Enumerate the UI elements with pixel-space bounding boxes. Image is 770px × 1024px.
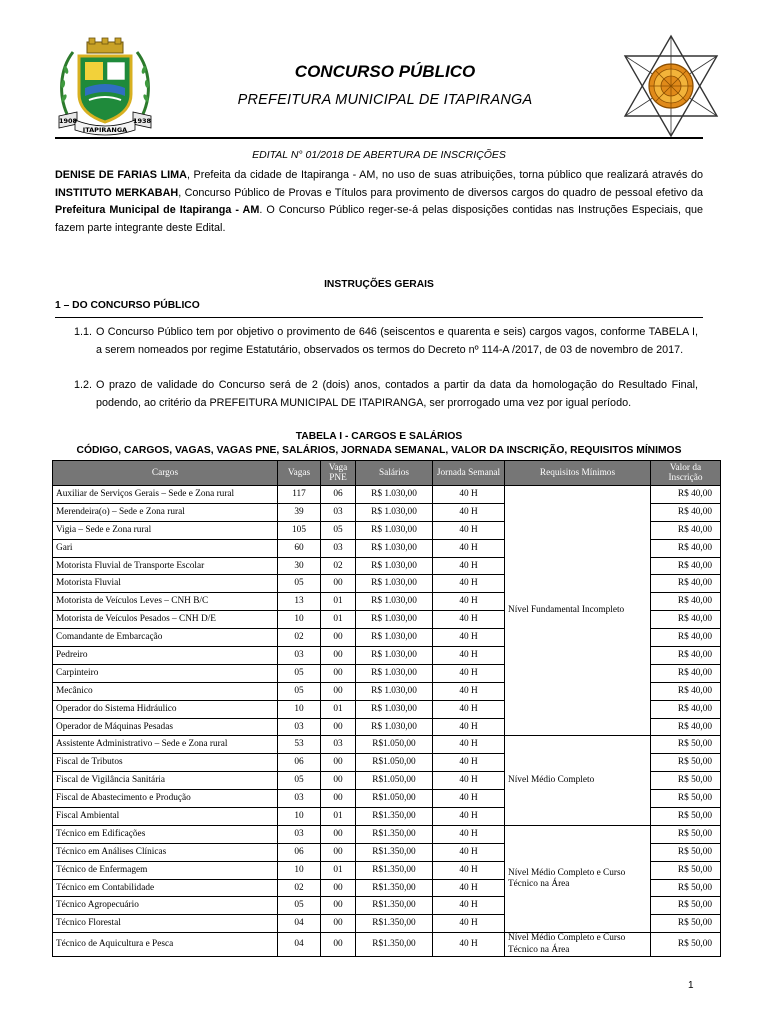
cell-vaga-pne: 00 bbox=[321, 718, 356, 736]
cell-cargo: Técnico em Análises Clínicas bbox=[53, 843, 278, 861]
col-header-jornada: Jornada Semanal bbox=[433, 461, 505, 486]
cell-valor: R$ 40,00 bbox=[651, 486, 721, 504]
cell-cargo: Motorista Fluvial bbox=[53, 575, 278, 593]
cell-vagas: 04 bbox=[278, 933, 321, 957]
intro-paragraph bbox=[55, 167, 703, 237]
cell-vaga-pne: 00 bbox=[321, 682, 356, 700]
cell-cargo: Pedreiro bbox=[53, 647, 278, 665]
cell-jornada: 40 H bbox=[433, 557, 505, 575]
cell-vaga-pne: 06 bbox=[321, 486, 356, 504]
cell-vagas: 02 bbox=[278, 629, 321, 647]
cell-valor: R$ 50,00 bbox=[651, 915, 721, 933]
cell-vaga-pne: 01 bbox=[321, 861, 356, 879]
cell-requisitos: Nível Médio Completo e Curso Técnico na Área bbox=[505, 825, 651, 932]
prefeita-name: DENISE DE FARIAS LIMA bbox=[55, 169, 187, 181]
cell-salario: R$1.050,00 bbox=[356, 772, 433, 790]
svg-text:1938: 1938 bbox=[132, 117, 152, 125]
cell-salario: R$1.350,00 bbox=[356, 861, 433, 879]
cell-cargo: Técnico Florestal bbox=[53, 915, 278, 933]
cell-vaga-pne: 02 bbox=[321, 557, 356, 575]
cell-jornada: 40 H bbox=[433, 754, 505, 772]
cell-vaga-pne: 00 bbox=[321, 825, 356, 843]
item-text: O Concurso Público tem por objetivo o provimento de 646 (seiscentos e quarenta e seis) cargos vagos, conforme TABELA I, a serem nomeados por regime Estatutário, observados os termos do Decreto nº 114-A /2017, de 03 de novembro de 2017. bbox=[96, 326, 698, 356]
cell-vagas: 13 bbox=[278, 593, 321, 611]
cell-valor: R$ 40,00 bbox=[651, 557, 721, 575]
edital-line: EDITAL N° 01/2018 DE ABERTURA DE INSCRIÇÕES bbox=[252, 149, 506, 161]
item-1-2 bbox=[74, 377, 698, 412]
cell-valor: R$ 40,00 bbox=[651, 539, 721, 557]
institute-name: INSTITUTO MERKABAH bbox=[55, 186, 179, 199]
cell-jornada: 40 H bbox=[433, 897, 505, 915]
cell-cargo: Técnico de Aquicultura e Pesca bbox=[53, 933, 278, 957]
cell-jornada: 40 H bbox=[433, 879, 505, 897]
cell-salario: R$1.050,00 bbox=[356, 754, 433, 772]
cell-requisitos: Nível Fundamental Incompleto bbox=[505, 486, 651, 736]
cell-valor: R$ 50,00 bbox=[651, 879, 721, 897]
cell-vagas: 02 bbox=[278, 879, 321, 897]
section-divider bbox=[55, 317, 703, 318]
cell-salario: R$ 1.030,00 bbox=[356, 593, 433, 611]
cell-vaga-pne: 03 bbox=[321, 736, 356, 754]
header-divider bbox=[55, 137, 703, 139]
col-header-vagas: Vagas bbox=[278, 461, 321, 486]
cell-valor: R$ 40,00 bbox=[651, 503, 721, 521]
cell-valor: R$ 50,00 bbox=[651, 808, 721, 826]
cell-jornada: 40 H bbox=[433, 593, 505, 611]
cell-salario: R$1.350,00 bbox=[356, 933, 433, 957]
cell-valor: R$ 50,00 bbox=[651, 736, 721, 754]
cell-jornada: 40 H bbox=[433, 539, 505, 557]
cell-vaga-pne: 05 bbox=[321, 521, 356, 539]
cell-vagas: 03 bbox=[278, 825, 321, 843]
col-header-valor: Valor da Inscrição bbox=[651, 461, 721, 486]
cell-cargo: Merendeira(o) – Sede e Zona rural bbox=[53, 503, 278, 521]
cell-cargo: Técnico em Contabilidade bbox=[53, 879, 278, 897]
cell-valor: R$ 50,00 bbox=[651, 861, 721, 879]
table-row bbox=[53, 825, 721, 843]
cell-cargo: Técnico em Edificações bbox=[53, 825, 278, 843]
cell-salario: R$ 1.030,00 bbox=[356, 611, 433, 629]
cell-salario: R$1.350,00 bbox=[356, 879, 433, 897]
cell-vaga-pne: 01 bbox=[321, 611, 356, 629]
cell-cargo: Operador de Máquinas Pesadas bbox=[53, 718, 278, 736]
cell-vagas: 117 bbox=[278, 486, 321, 504]
cell-vaga-pne: 00 bbox=[321, 790, 356, 808]
cell-vaga-pne: 00 bbox=[321, 915, 356, 933]
cell-requisitos: Nível Médio Completo bbox=[505, 736, 651, 825]
instructions-heading: INSTRUÇÕES GERAIS bbox=[324, 279, 434, 290]
cell-valor: R$ 50,00 bbox=[651, 754, 721, 772]
cell-jornada: 40 H bbox=[433, 790, 505, 808]
cell-cargo: Assistente Administrativo – Sede e Zona rural bbox=[53, 736, 278, 754]
cell-vaga-pne: 00 bbox=[321, 879, 356, 897]
cell-vaga-pne: 01 bbox=[321, 700, 356, 718]
cell-jornada: 40 H bbox=[433, 611, 505, 629]
cargos-table bbox=[52, 460, 721, 957]
cell-valor: R$ 40,00 bbox=[651, 664, 721, 682]
cell-cargo: Fiscal de Vigilância Sanitária bbox=[53, 772, 278, 790]
section-1-heading: 1 – DO CONCURSO PÚBLICO bbox=[55, 300, 200, 311]
cell-jornada: 40 H bbox=[433, 486, 505, 504]
cell-cargo: Comandante de Embarcação bbox=[53, 629, 278, 647]
cell-jornada: 40 H bbox=[433, 503, 505, 521]
cell-vagas: 10 bbox=[278, 808, 321, 826]
cell-jornada: 40 H bbox=[433, 647, 505, 665]
table-row bbox=[53, 736, 721, 754]
cell-salario: R$ 1.030,00 bbox=[356, 503, 433, 521]
cell-vaga-pne: 00 bbox=[321, 575, 356, 593]
cell-salario: R$1.350,00 bbox=[356, 843, 433, 861]
cell-jornada: 40 H bbox=[433, 772, 505, 790]
page-number: 1 bbox=[688, 980, 694, 991]
table-title: TABELA I - CARGOS E SALÁRIOS bbox=[295, 431, 463, 442]
cell-salario: R$ 1.030,00 bbox=[356, 682, 433, 700]
cell-cargo: Auxiliar de Serviços Gerais – Sede e Zona rural bbox=[53, 486, 278, 504]
cell-vaga-pne: 00 bbox=[321, 843, 356, 861]
cell-jornada: 40 H bbox=[433, 915, 505, 933]
cell-vaga-pne: 00 bbox=[321, 933, 356, 957]
cell-salario: R$1.050,00 bbox=[356, 790, 433, 808]
cell-vagas: 06 bbox=[278, 843, 321, 861]
cell-jornada: 40 H bbox=[433, 521, 505, 539]
cell-valor: R$ 50,00 bbox=[651, 843, 721, 861]
table-row bbox=[53, 933, 721, 957]
cell-cargo: Técnico de Enfermagem bbox=[53, 861, 278, 879]
cell-valor: R$ 40,00 bbox=[651, 521, 721, 539]
cell-vagas: 03 bbox=[278, 718, 321, 736]
page-header bbox=[55, 30, 715, 142]
item-1-1 bbox=[74, 324, 698, 359]
cell-salario: R$ 1.030,00 bbox=[356, 700, 433, 718]
cell-vagas: 10 bbox=[278, 611, 321, 629]
intro-text-1: , Prefeita da cidade de Itapiranga - AM, no uso de suas atribuições, torna público que realizará através do bbox=[186, 169, 703, 181]
cell-vagas: 05 bbox=[278, 575, 321, 593]
table-body bbox=[53, 486, 721, 957]
cell-cargo: Técnico Agropecuário bbox=[53, 897, 278, 915]
cell-vagas: 60 bbox=[278, 539, 321, 557]
col-header-vaga-pne: Vaga PNE bbox=[321, 461, 356, 486]
cell-cargo: Motorista de Veículos Pesados – CNH D/E bbox=[53, 611, 278, 629]
cell-vagas: 53 bbox=[278, 736, 321, 754]
item-text: O prazo de validade do Concurso será de 2 (dois) anos, contados a partir da data da homologação do Resultado Final, podendo, ao critério da PREFEITURA MUNICIPAL DE ITAPIRANGA, ser prorrogado uma vez por igual período. bbox=[96, 379, 698, 409]
cell-jornada: 40 H bbox=[433, 933, 505, 957]
svg-text:ITAPIRANGA: ITAPIRANGA bbox=[82, 126, 128, 134]
cell-vaga-pne: 00 bbox=[321, 897, 356, 915]
cell-cargo: Motorista Fluvial de Transporte Escolar bbox=[53, 557, 278, 575]
cell-valor: R$ 50,00 bbox=[651, 933, 721, 957]
table-header-row bbox=[53, 461, 721, 486]
col-header-cargos: Cargos bbox=[53, 461, 278, 486]
cell-jornada: 40 H bbox=[433, 861, 505, 879]
cell-vagas: 105 bbox=[278, 521, 321, 539]
cell-vaga-pne: 01 bbox=[321, 808, 356, 826]
cell-valor: R$ 50,00 bbox=[651, 790, 721, 808]
page-title: CONCURSO PÚBLICO bbox=[294, 62, 476, 81]
cell-salario: R$ 1.030,00 bbox=[356, 575, 433, 593]
cell-valor: R$ 40,00 bbox=[651, 629, 721, 647]
table-subtitle: CÓDIGO, CARGOS, VAGAS, VAGAS PNE, SALÁRIOS, JORNADA SEMANAL, VALOR DA INSCRIÇÃO, REQUISITOS MÍNIMOS bbox=[76, 445, 682, 456]
cell-cargo: Motorista de Veículos Leves – CNH B/C bbox=[53, 593, 278, 611]
cell-salario: R$ 1.030,00 bbox=[356, 486, 433, 504]
municipal-crest-logo bbox=[55, 36, 155, 136]
prefeitura-name: Prefeitura Municipal de Itapiranga - AM bbox=[55, 204, 260, 217]
cell-salario: R$ 1.030,00 bbox=[356, 557, 433, 575]
cell-jornada: 40 H bbox=[433, 736, 505, 754]
cell-jornada: 40 H bbox=[433, 629, 505, 647]
svg-text:1908: 1908 bbox=[58, 117, 78, 125]
col-header-salarios: Salários bbox=[356, 461, 433, 486]
cell-vagas: 04 bbox=[278, 915, 321, 933]
cell-cargo: Fiscal Ambiental bbox=[53, 808, 278, 826]
cell-vagas: 05 bbox=[278, 682, 321, 700]
cell-salario: R$ 1.030,00 bbox=[356, 664, 433, 682]
cell-vagas: 05 bbox=[278, 897, 321, 915]
cell-jornada: 40 H bbox=[433, 808, 505, 826]
cell-salario: R$1.350,00 bbox=[356, 808, 433, 826]
cell-vaga-pne: 00 bbox=[321, 772, 356, 790]
cell-vaga-pne: 01 bbox=[321, 593, 356, 611]
cell-salario: R$1.350,00 bbox=[356, 915, 433, 933]
cell-vaga-pne: 03 bbox=[321, 503, 356, 521]
cell-valor: R$ 40,00 bbox=[651, 718, 721, 736]
cell-vagas: 39 bbox=[278, 503, 321, 521]
cell-cargo: Vigia – Sede e Zona rural bbox=[53, 521, 278, 539]
cell-vagas: 10 bbox=[278, 861, 321, 879]
cell-salario: R$1.350,00 bbox=[356, 825, 433, 843]
cell-salario: R$1.050,00 bbox=[356, 736, 433, 754]
cell-valor: R$ 40,00 bbox=[651, 700, 721, 718]
page-subtitle: PREFEITURA MUNICIPAL DE ITAPIRANGA bbox=[237, 92, 533, 108]
cell-jornada: 40 H bbox=[433, 682, 505, 700]
cell-vagas: 05 bbox=[278, 664, 321, 682]
cell-valor: R$ 50,00 bbox=[651, 772, 721, 790]
item-number: 1.2. bbox=[74, 379, 93, 391]
cell-valor: R$ 40,00 bbox=[651, 611, 721, 629]
cell-jornada: 40 H bbox=[433, 575, 505, 593]
cell-vagas: 05 bbox=[278, 772, 321, 790]
cell-vagas: 03 bbox=[278, 647, 321, 665]
cell-cargo: Fiscal de Abastecimento e Produção bbox=[53, 790, 278, 808]
cell-vaga-pne: 00 bbox=[321, 647, 356, 665]
cell-jornada: 40 H bbox=[433, 664, 505, 682]
table-row bbox=[53, 486, 721, 504]
cell-salario: R$ 1.030,00 bbox=[356, 629, 433, 647]
cell-vaga-pne: 00 bbox=[321, 664, 356, 682]
cell-cargo: Gari bbox=[53, 539, 278, 557]
cell-valor: R$ 50,00 bbox=[651, 825, 721, 843]
cell-cargo: Mecânico bbox=[53, 682, 278, 700]
cell-vagas: 03 bbox=[278, 790, 321, 808]
intro-text-3: . O Concurso Público reger-se-á pelas disposições contidas nas Instruções Especiais, que fazem parte integrante deste Edital. bbox=[55, 204, 704, 234]
cell-vagas: 10 bbox=[278, 700, 321, 718]
cell-vagas: 06 bbox=[278, 754, 321, 772]
cell-salario: R$ 1.030,00 bbox=[356, 718, 433, 736]
cell-cargo: Carpinteiro bbox=[53, 664, 278, 682]
cell-salario: R$ 1.030,00 bbox=[356, 647, 433, 665]
cell-vagas: 30 bbox=[278, 557, 321, 575]
cell-valor: R$ 40,00 bbox=[651, 575, 721, 593]
cell-requisitos: Nível Médio Completo e Curso Técnico na Área bbox=[505, 933, 651, 957]
cell-jornada: 40 H bbox=[433, 718, 505, 736]
cell-valor: R$ 50,00 bbox=[651, 897, 721, 915]
cell-vaga-pne: 03 bbox=[321, 539, 356, 557]
col-header-requisitos: Requisitos Mínimos bbox=[505, 461, 651, 486]
cell-salario: R$ 1.030,00 bbox=[356, 539, 433, 557]
cell-jornada: 40 H bbox=[433, 843, 505, 861]
cell-valor: R$ 40,00 bbox=[651, 593, 721, 611]
cell-salario: R$ 1.030,00 bbox=[356, 521, 433, 539]
cell-valor: R$ 40,00 bbox=[651, 647, 721, 665]
cell-jornada: 40 H bbox=[433, 825, 505, 843]
intro-text-2: , Concurso Público de Provas e Títulos para provimento de diversos cargos do quadro de pessoal efetivo da bbox=[178, 186, 704, 199]
item-number: 1.1. bbox=[74, 326, 93, 338]
cell-salario: R$1.350,00 bbox=[356, 897, 433, 915]
merkabah-star-logo bbox=[617, 32, 725, 140]
cell-jornada: 40 H bbox=[433, 700, 505, 718]
cell-cargo: Fiscal de Tributos bbox=[53, 754, 278, 772]
cell-vaga-pne: 00 bbox=[321, 629, 356, 647]
cell-vaga-pne: 00 bbox=[321, 754, 356, 772]
cell-valor: R$ 40,00 bbox=[651, 682, 721, 700]
cell-cargo: Operador do Sistema Hidráulico bbox=[53, 700, 278, 718]
